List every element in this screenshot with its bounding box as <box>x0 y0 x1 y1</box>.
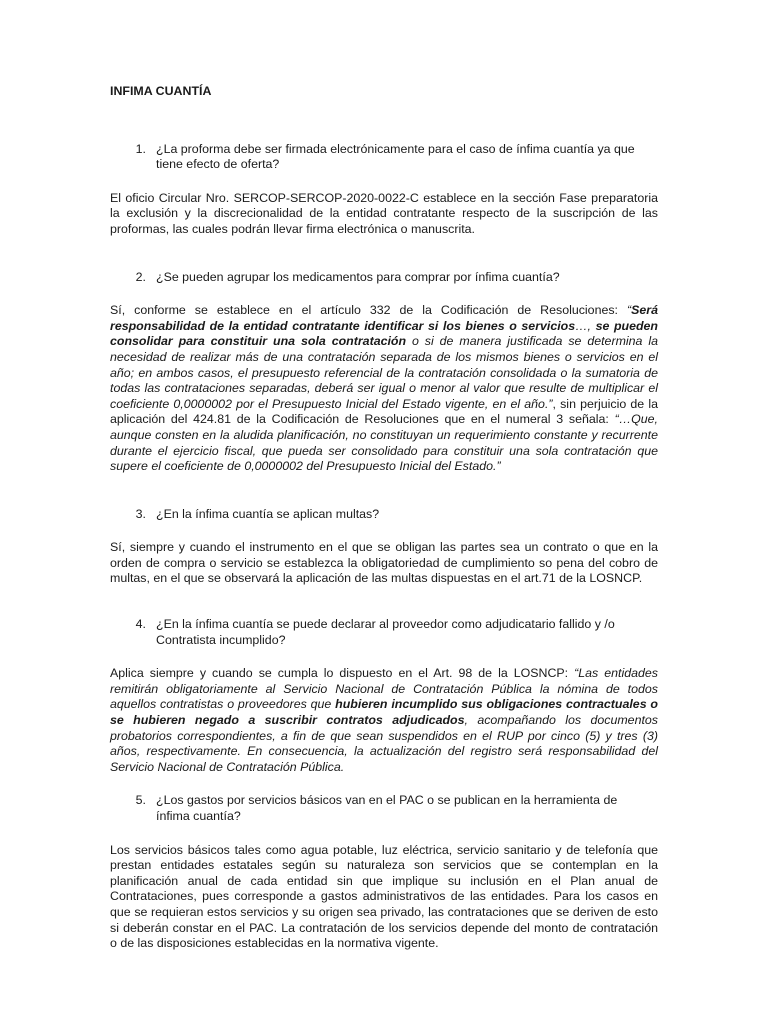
question-number: 1. <box>135 141 146 156</box>
answer-run: hubieren incumplido sus obligaciones contractuales o se hubieren negado a suscribir contratos adjudicados <box>110 697 659 728</box>
document-title: INFIMA CUANTÍA <box>110 84 212 98</box>
answer-run: “ <box>626 303 632 318</box>
answer-run: Sí, conforme se establece en el artículo 332 de la Codificación de Resoluciones: <box>110 303 627 318</box>
answer-run: …, <box>575 318 596 333</box>
answer-run: o si de manera justificada se determina la necesidad de realizar más de una contratación separada de los mismos bienes o servicios en el año; en ambos casos, el presupuesto referencial de la contratación consolidada o la sumatoria de todas las contrataciones separadas, deberá ser igual o menor al valor que resulte de multiplicar el coeficiente 0,0000002 por el Presupuesto Inicial del Estado vigente, en el año.” <box>110 334 658 411</box>
question-2 <box>110 270 658 286</box>
answer-run: Sí, siempre y cuando el instrumento en el que se obligan las partes sea un contrato o que en la orden de compra o servicio se establezca la obligatoriedad de cumplimiento so pena del cobro de multas, en el que se observará la aplicación de las multas dispuestas en el art.71 de la LOSNCP. <box>110 540 658 586</box>
question-text: ¿La proforma debe ser firmada electrónicamente para el caso de ínfima cuantía ya que tiene efecto de oferta? <box>156 141 635 172</box>
question-4 <box>110 617 658 648</box>
question-number: 2. <box>135 269 146 284</box>
question-1 <box>110 142 658 173</box>
answer-run: “Las entidades remitirán obligatoriamente al Servicio Nacional de Contratación Pública la nómina de todos aquellos contratistas o proveedores que <box>110 666 658 712</box>
question-text: ¿En la ínfima cuantía se puede declarar al proveedor como adjudicatario fallido y /o Contratista incumplido? <box>156 617 615 647</box>
answer-run: se pueden consolidar para constituir una sola contratación <box>110 318 658 349</box>
answer-5 <box>110 843 658 952</box>
answer-run: Los servicios básicos tales como agua potable, luz eléctrica, servicio sanitario y de telefonía que prestan entidades estatales según su naturaleza son servicios que se contemplan en la planificación anual de cada entidad sin que implique su inclusión en el Plan anual de Contrataciones, pues corresponde a gastos administrativos de las entidades. Para los casos en que se requieran estos servicios y su origen sea privado, las contrataciones que se deriven de esto si deberán constar en el PAC. La contratación de los servicios depende del monto de contratación o de las disposiciones establecidas en la normativa vigente. <box>110 842 658 951</box>
question-text: ¿En la ínfima cuantía se aplican multas? <box>156 506 380 521</box>
question-text: ¿Los gastos por servicios básicos van en el PAC o se publican en la herramienta de ínfima cuantía? <box>156 793 618 823</box>
question-5 <box>110 793 658 824</box>
answer-run: , sin perjuicio de la aplicación del 424.81 de la Codificación de Resoluciones que en el numeral 3 señala: <box>110 396 658 427</box>
answer-3 <box>110 540 658 587</box>
answer-2 <box>110 303 658 475</box>
question-number: 4. <box>135 617 146 632</box>
answer-1 <box>110 191 658 238</box>
answer-run: El oficio Circular Nro. SERCOP-SERCOP-2020-0022-C establece en la sección Fase preparatoria la exclusión y la discrecionalidad de la entidad contratante respecto de la suscripción de las proformas, las cuales podrán llevar firma electrónica o manuscrita. <box>110 190 658 236</box>
question-text: ¿Se pueden agrupar los medicamentos para comprar por ínfima cuantía? <box>156 269 560 284</box>
question-number: 3. <box>135 506 146 521</box>
answer-run: Será responsabilidad de la entidad contratante identificar si los bienes o servicios <box>110 303 658 333</box>
answer-run: , acompañando los documentos probatorios correspondientes, a fin de que sean suspendidos en el RUP por cinco (5) y tres (3) años, respectivamente. En consecuencia, la actualización del registro será responsabilidad del Servicio Nacional de Contratación Pública. <box>110 713 658 774</box>
question-number: 5. <box>135 793 146 808</box>
answer-run: “…Que, aunque consten en la aludida planificación, no constituyan un requerimiento constante y recurrente durante el ejercicio fiscal, que pueda ser consolidado para constituir una sola contratación que supere el coeficiente de 0,0000002 del Presupuesto Inicial del Estado.” <box>110 412 658 474</box>
answer-4 <box>110 666 658 775</box>
question-3 <box>110 507 658 523</box>
answer-run: Aplica siempre y cuando se cumpla lo dispuesto en el Art. 98 de la LOSNCP: <box>110 666 575 681</box>
